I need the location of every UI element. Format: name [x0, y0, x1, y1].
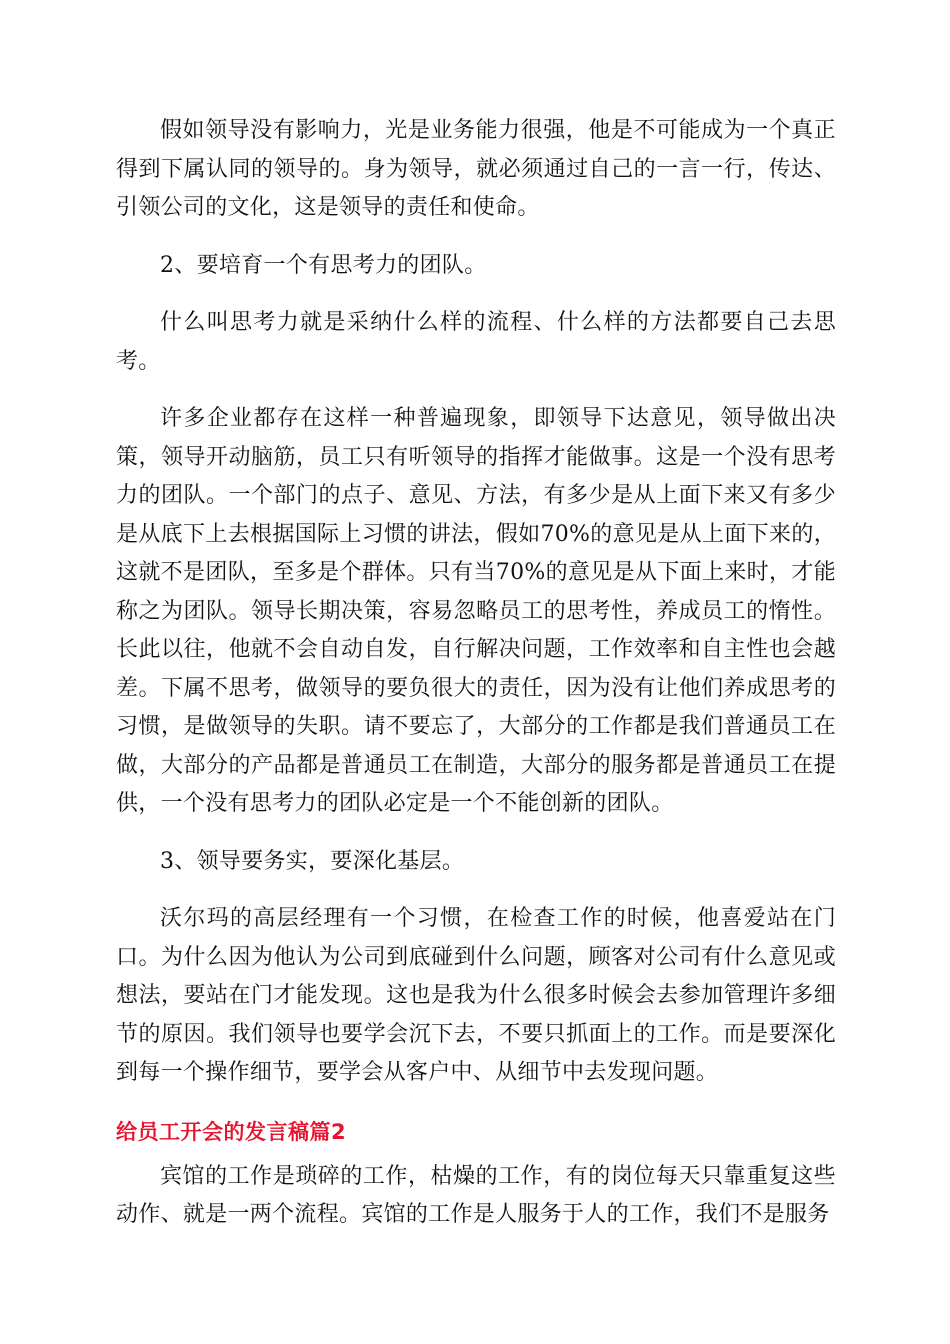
document-body [116, 112, 836, 1254]
paragraph-leadership-influence: 假如领导没有影响力，光是业务能力很强，他是不可能成为一个真正得到下属认同的领导的。身为领导，就必须通过自己的一言一行，传达、引领公司的文化，这是领导的责任和使命。 [116, 118, 836, 220]
point-2-heading: 2、要培育一个有思考力的团队。 [160, 252, 487, 278]
point-3-heading: 3、领导要务实，要深化基层。 [160, 848, 465, 874]
paragraph-hotel-work: 宾馆的工作是琐碎的工作，枯燥的工作，有的岗位每天只靠重复这些动作、就是一两个流程。宾馆的工作是人服务于人的工作，我们不是服务 [116, 1163, 836, 1227]
section-heading: 给员工开会的发言稿篇2 [116, 1119, 347, 1144]
paragraph-walmart-example: 沃尔玛的高层经理有一个习惯，在检查工作的时候，他喜爱站在门口。为什么因为他认为公司到底碰到什么问题，顾客对公司有什么意见或想法，要站在门才能发现。这也是我为什么很多时候会去参加管理许多细节的原因。我们领导也要学会沉下去，不要只抓面上的工作。而是要深化到每一个操作细节，要学会从客户中、从细节中去发现问题。 [116, 906, 836, 1085]
paragraph-team-thinking: 许多企业都存在这样一种普遍现象，即领导下达意见，领导做出决策，领导开动脑筋，员工只有听领导的指挥才能做事。这是一个没有思考力的团队。一个部门的点子、意见、方法，有多少是从上面下来又有多少是从底下上去根据国际上习惯的讲法，假如70%的意见是从上面下来的，这就不是团队，至多是个群体。只有当70%的意见是从下面上来时，才能称之为团队。领导长期决策，容易忽略员工的思考性，养成员工的惰性。长此以往，他就不会自动自发，自行解决问题，工作效率和自主性也会越差。下属不思考，做领导的要负很大的责任，因为没有让他们养成思考的习惯，是做领导的失职。请不要忘了，大部分的工作都是我们普通员工在做，大部分的产品都是普通员工在制造，大部分的服务都是普通员工在提供，一个没有思考力的团队必定是一个不能创新的团队。 [116, 406, 836, 816]
paragraph-thinking-definition: 什么叫思考力就是采纳什么样的流程、什么样的方法都要自己去思考。 [116, 310, 836, 374]
